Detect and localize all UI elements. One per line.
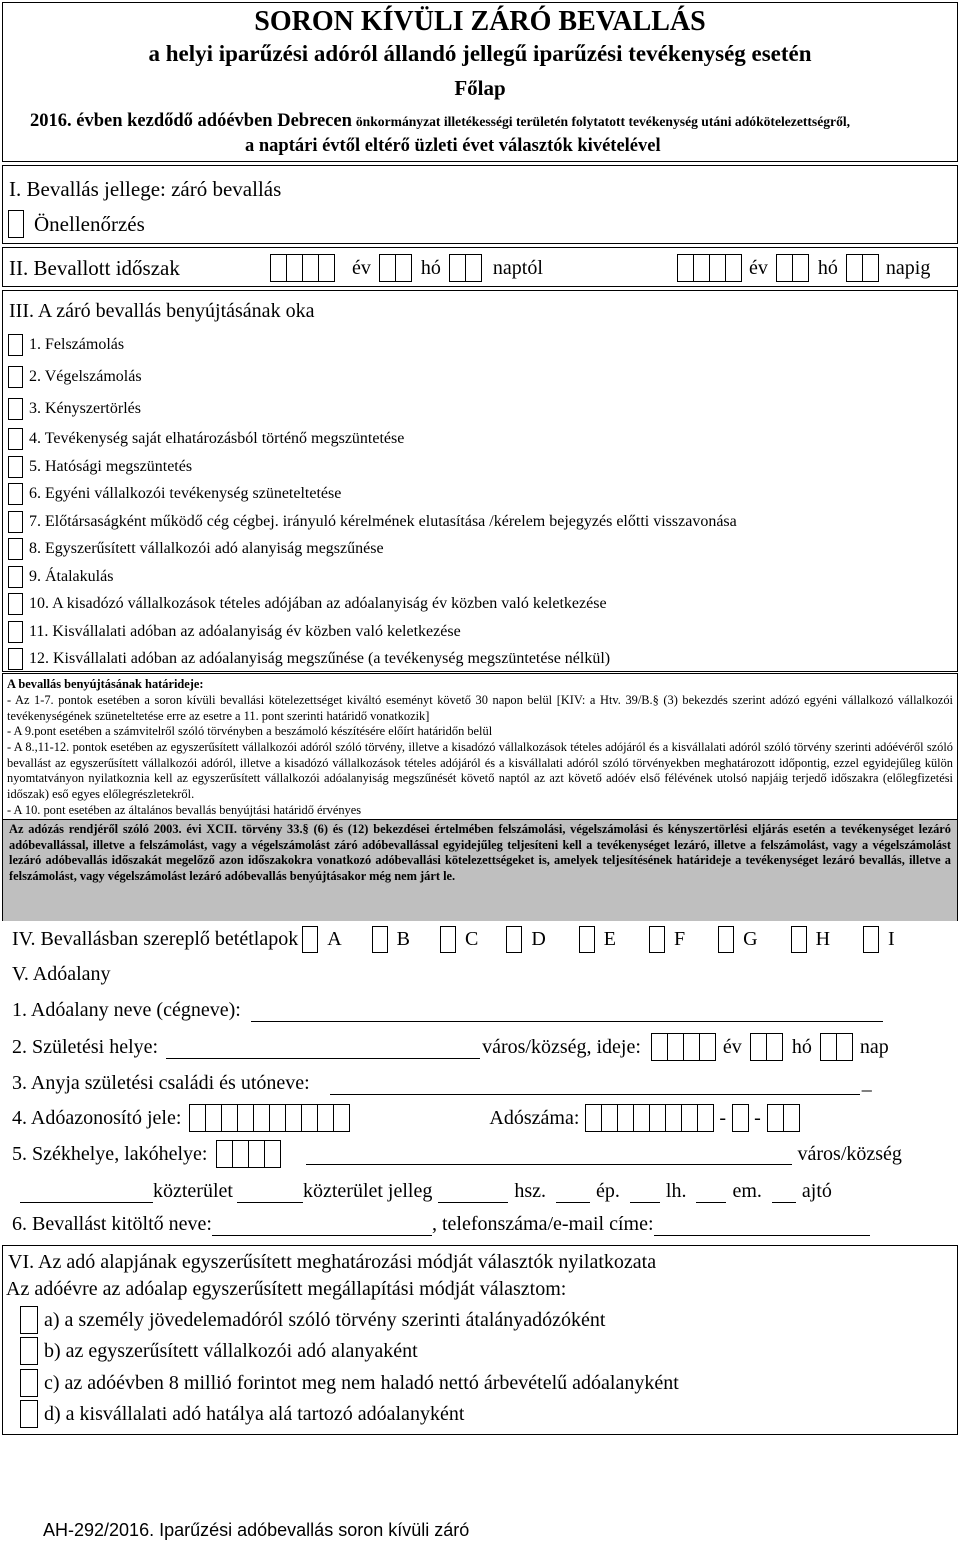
section-4-title: IV. Bevallásban szereplő betétlapok: [12, 928, 299, 950]
taxnum-cell-9[interactable]: [732, 1104, 749, 1132]
exception-line: a naptári évtől eltérő üzleti évet választók kivételével: [245, 136, 661, 156]
year-line-small: önkormányzat illetékességi területén folytatott tevékenység utáni adókötelezettségről,: [355, 114, 851, 129]
reason-item: 12. Kisvállalati adóban az adóalanyiság megszűnése (a tevékenység megszüntetése nélkül): [8, 647, 610, 671]
reason-checkbox[interactable]: [8, 621, 23, 643]
option-row: c) az adóévben 8 millió forintot meg nem haladó nettó árbevételű adóalanyként: [20, 1369, 679, 1397]
floor-field[interactable]: [696, 1184, 726, 1203]
sheet-checkbox-e[interactable]: [579, 926, 595, 953]
filler-row: [12, 1213, 870, 1236]
reason-checkbox[interactable]: [8, 366, 23, 388]
reason-item: 9. Átalakulás: [8, 565, 113, 589]
sheet-checkbox-f[interactable]: [649, 926, 665, 953]
mother-name-label: 3. Anyja születési családi és utóneve:: [12, 1072, 310, 1094]
period-from: [270, 254, 543, 282]
option-checkbox[interactable]: [20, 1400, 38, 1428]
taxnum-label: Adószáma:: [489, 1106, 580, 1129]
sheet-checkbox-g[interactable]: [718, 926, 734, 953]
birth-place-label: 2. Születési helye:: [12, 1035, 159, 1058]
reason-item: 7. Előtársaságként működő cég cégbej. irányuló kérelmének elutasítása /kérelem bejegyzés előtti visszavonása: [8, 510, 737, 534]
self-check-row: [8, 210, 145, 238]
period-from-month-label: hó: [420, 256, 441, 279]
reason-item: 1. Felszámolás: [8, 333, 124, 357]
reason-checkbox[interactable]: [8, 593, 23, 615]
option-checkbox[interactable]: [20, 1306, 38, 1334]
year-line: [30, 111, 850, 132]
sheet-checkbox-h[interactable]: [791, 926, 807, 953]
taxpayer-name-row: [12, 999, 883, 1022]
period-to-year-cells[interactable]: [677, 254, 741, 282]
period-from-year-cells[interactable]: [270, 254, 334, 282]
seat-row: 5. Székhelye, lakóhelye: város/község: [12, 1140, 902, 1168]
legal-note: Az adózás rendjéről szóló 2003. évi XCII. törvény 33.§ (6) és (12) bekezdései értelmében felszámolási, végelszámolási és kényszertörlési eljárás esetén a tevékenységet lezáró adóbevallással, illetve a felszámolást, vagy a végelszámolást záró adóbevallással egyidejűleg teljesíteni kell a tevékenységet lezáró, illetve a felszámolást, vagy a végelszámolást lezáró adóbevallás időszakát megelőző azon időszakokra vonatkozó adóbevallási kötelezettségeket is, amelyek teljesítésének határideje a tevékenységet lezáró bevallás, illetve a felszámolást, vagy végelszámolást lezáró adóbevallás benyújtásakor még nem járt le.: [3, 819, 957, 921]
section-5-title: V. Adóalany: [12, 963, 111, 985]
self-check-checkbox[interactable]: [8, 210, 24, 238]
reason-item: 4. Tevékenység saját elhatározásból történő megszüntetése: [8, 427, 404, 451]
period-from-month-cells[interactable]: [379, 254, 411, 282]
period-to-day-label: napig: [885, 256, 931, 279]
mother-name-field[interactable]: [330, 1076, 860, 1095]
period-to-year-label: év: [749, 256, 768, 279]
birth-row: 2. Születési helye: város/község, ideje: év hó nap: [12, 1033, 889, 1061]
main-sheet-label: Főlap: [454, 76, 506, 100]
period-to-day-cells[interactable]: [846, 254, 878, 282]
section-1-title: I. Bevallás jellege: záró bevallás: [9, 177, 282, 201]
address-row: közterület közterület jelleg hsz. ép. lh. em. ajtó: [20, 1180, 832, 1203]
sheet-checkbox-a[interactable]: [302, 926, 318, 953]
reason-item: 5. Hatósági megszüntetés: [8, 455, 192, 479]
street-field[interactable]: [20, 1184, 153, 1203]
reason-item: 3. Kényszertörlés: [8, 397, 141, 421]
sheet-checkbox-c[interactable]: [440, 926, 456, 953]
option-row: d) a kisvállalati adó hatálya alá tartozó adóalanyként: [20, 1400, 464, 1428]
sheet-checkbox-i[interactable]: [863, 926, 879, 953]
birth-mid-label: város/község, ideje:: [482, 1035, 641, 1058]
street-type-field[interactable]: [237, 1184, 303, 1203]
self-check-label: Önellenőrzés: [34, 211, 145, 236]
sheet-checkbox-d[interactable]: [506, 926, 522, 953]
reason-checkbox[interactable]: [8, 456, 23, 478]
deadline-title: A bevallás benyújtásának határideje:: [7, 677, 204, 691]
period-from-day-cells[interactable]: [449, 254, 481, 282]
period-to-month-cells[interactable]: [776, 254, 808, 282]
reason-checkbox[interactable]: [8, 538, 23, 560]
period-from-year-label: év: [352, 256, 371, 279]
section-3-title: III. A záró bevallás benyújtásának oka: [9, 300, 315, 322]
birth-day-cells[interactable]: [820, 1033, 852, 1061]
reason-checkbox[interactable]: [8, 566, 23, 588]
seat-label: 5. Székhelye, lakóhelye:: [12, 1142, 208, 1165]
phone-label: , telefonszáma/e-mail címe:: [431, 1213, 654, 1235]
reason-checkbox[interactable]: [8, 648, 23, 670]
taxpayer-name-field[interactable]: [251, 1003, 883, 1022]
reason-item: 8. Egyszerűsített vállalkozói adó alanyiság megszűnése: [8, 537, 384, 561]
section-4-row: IV. Bevallásban szereplő betétlapok A B C D E F G H I: [12, 926, 895, 953]
option-row: b) az egyszerűsített vállalkozói adó alanyaként: [20, 1337, 418, 1365]
reason-checkbox[interactable]: [8, 428, 23, 450]
section-2-title: II. Bevallott időszak: [9, 256, 180, 280]
section-6-title: VI. Az adó alapjának egyszerűsített meghatározási módját választók nyilatkozata: [8, 1251, 657, 1273]
deadline-p4: - A 10. pont esetében az általános bevallás benyújtási határidő érvényes: [7, 803, 362, 817]
birth-year-cells[interactable]: [651, 1033, 715, 1061]
house-number-field[interactable]: [438, 1184, 508, 1203]
year-line-big: 2016. évben kezdődő adóévben Debrecen: [30, 111, 352, 131]
taxid-label: 4. Adóazonosító jele:: [12, 1106, 182, 1129]
sheet-checkbox-b[interactable]: [372, 926, 388, 953]
option-checkbox[interactable]: [20, 1337, 38, 1365]
deadline-p2: - A 9.pont esetében a számvitelről szóló törvényben a beszámoló készítésére előírt határidőn belül: [7, 724, 493, 738]
taxid-cells[interactable]: [189, 1104, 349, 1132]
reason-checkbox[interactable]: [8, 334, 23, 356]
period-to: [677, 254, 930, 282]
deadline-p3: - A 8.,11-12. pontok esetében az egyszerűsített vállalkozói adóról szóló törvény, illetve a kisadózó vállalkozások tételes adójáról és a kisvállalati adóról szóló törvény szerinti adóévéről szóló bevallást az egyszerűsített vállalkozói adóról, illetve a kisadózó vállalkozások tételes adójáról és a kisvállalati adóról szóló törvényekben meghatározott időpontig, ezzel egyidejűleg külön nyomtatványon nyilatkoznia kell az egyszerűsített vállalkozói adóalanyiság megszűnését követő naptól az azt követő adóév első félévének utolsó napjáig terjedő időszakra (előlegfizetési időszak) eső egyes előlegrészletekről.: [7, 740, 953, 801]
birth-place-field[interactable]: [166, 1036, 480, 1059]
period-to-month-label: hó: [817, 256, 838, 279]
door-field[interactable]: [772, 1184, 796, 1203]
reason-item: 11. Kisvállalati adóban az adóalanyiság év közben való keletkezése: [8, 620, 461, 644]
form-subtitle: a helyi iparűzési adóról állandó jellegű iparűzési tevékenység esetén: [148, 41, 812, 66]
phone-field[interactable]: [654, 1217, 870, 1236]
staircase-field[interactable]: [630, 1184, 660, 1203]
reason-checkbox[interactable]: [8, 483, 23, 505]
filler-label: 6. Bevallást kitöltő neve:: [12, 1213, 212, 1235]
taxid-row: 4. Adóazonosító jele: Adószáma: - -: [12, 1104, 799, 1132]
period-from-day-label: naptól: [492, 256, 543, 279]
reason-checkbox[interactable]: [8, 398, 23, 420]
taxnum-cells[interactable]: [585, 1104, 713, 1132]
city-field[interactable]: [306, 1144, 792, 1165]
form-title: SORON KÍVÜLI ZÁRÓ BEVALLÁS: [254, 6, 706, 37]
birth-month-cells[interactable]: [750, 1033, 782, 1061]
reason-item: 6. Egyéni vállalkozói tevékenység szüneteltetése: [8, 482, 341, 506]
mother-name-row: 3. Anyja születési családi és utóneve: _: [12, 1072, 872, 1094]
reason-item: 2. Végelszámolás: [8, 365, 142, 389]
option-checkbox[interactable]: [20, 1369, 38, 1397]
reason-checkbox[interactable]: [8, 511, 23, 533]
taxnum-county-cells[interactable]: [767, 1104, 799, 1132]
reason-item: 10. A kisadózó vállalkozások tételes adójában az adóalanyiság év közben való keletkezése: [8, 592, 607, 616]
filler-name-field[interactable]: [212, 1217, 432, 1236]
option-row: a) a személy jövedelemadóról szóló törvény szerinti átalányadózóként: [20, 1306, 605, 1334]
building-field[interactable]: [556, 1184, 590, 1203]
postcode-cells[interactable]: [216, 1140, 280, 1168]
footer-text: AH-292/2016. Iparűzési adóbevallás soron kívüli záró: [43, 1520, 470, 1540]
section-6-intro: Az adóévre az adóalap egyszerűsített megállapítási módját választom:: [6, 1278, 567, 1300]
taxpayer-name-label: 1. Adóalany neve (cégneve):: [12, 999, 241, 1021]
deadline-p1: - Az 1-7. pontok esetében a soron kívüli bevallási kötelezettséget kiváltó eseményt követő 30 napon belül [KIV: a Htv. 39/B.§ (3) bekezdés szerint adózó egyéni vállalkozó vállalkozói tevékenységének szüneteltetése erre az esetre a 11. pont szerinti határidő vonatkozik]: [7, 693, 953, 723]
